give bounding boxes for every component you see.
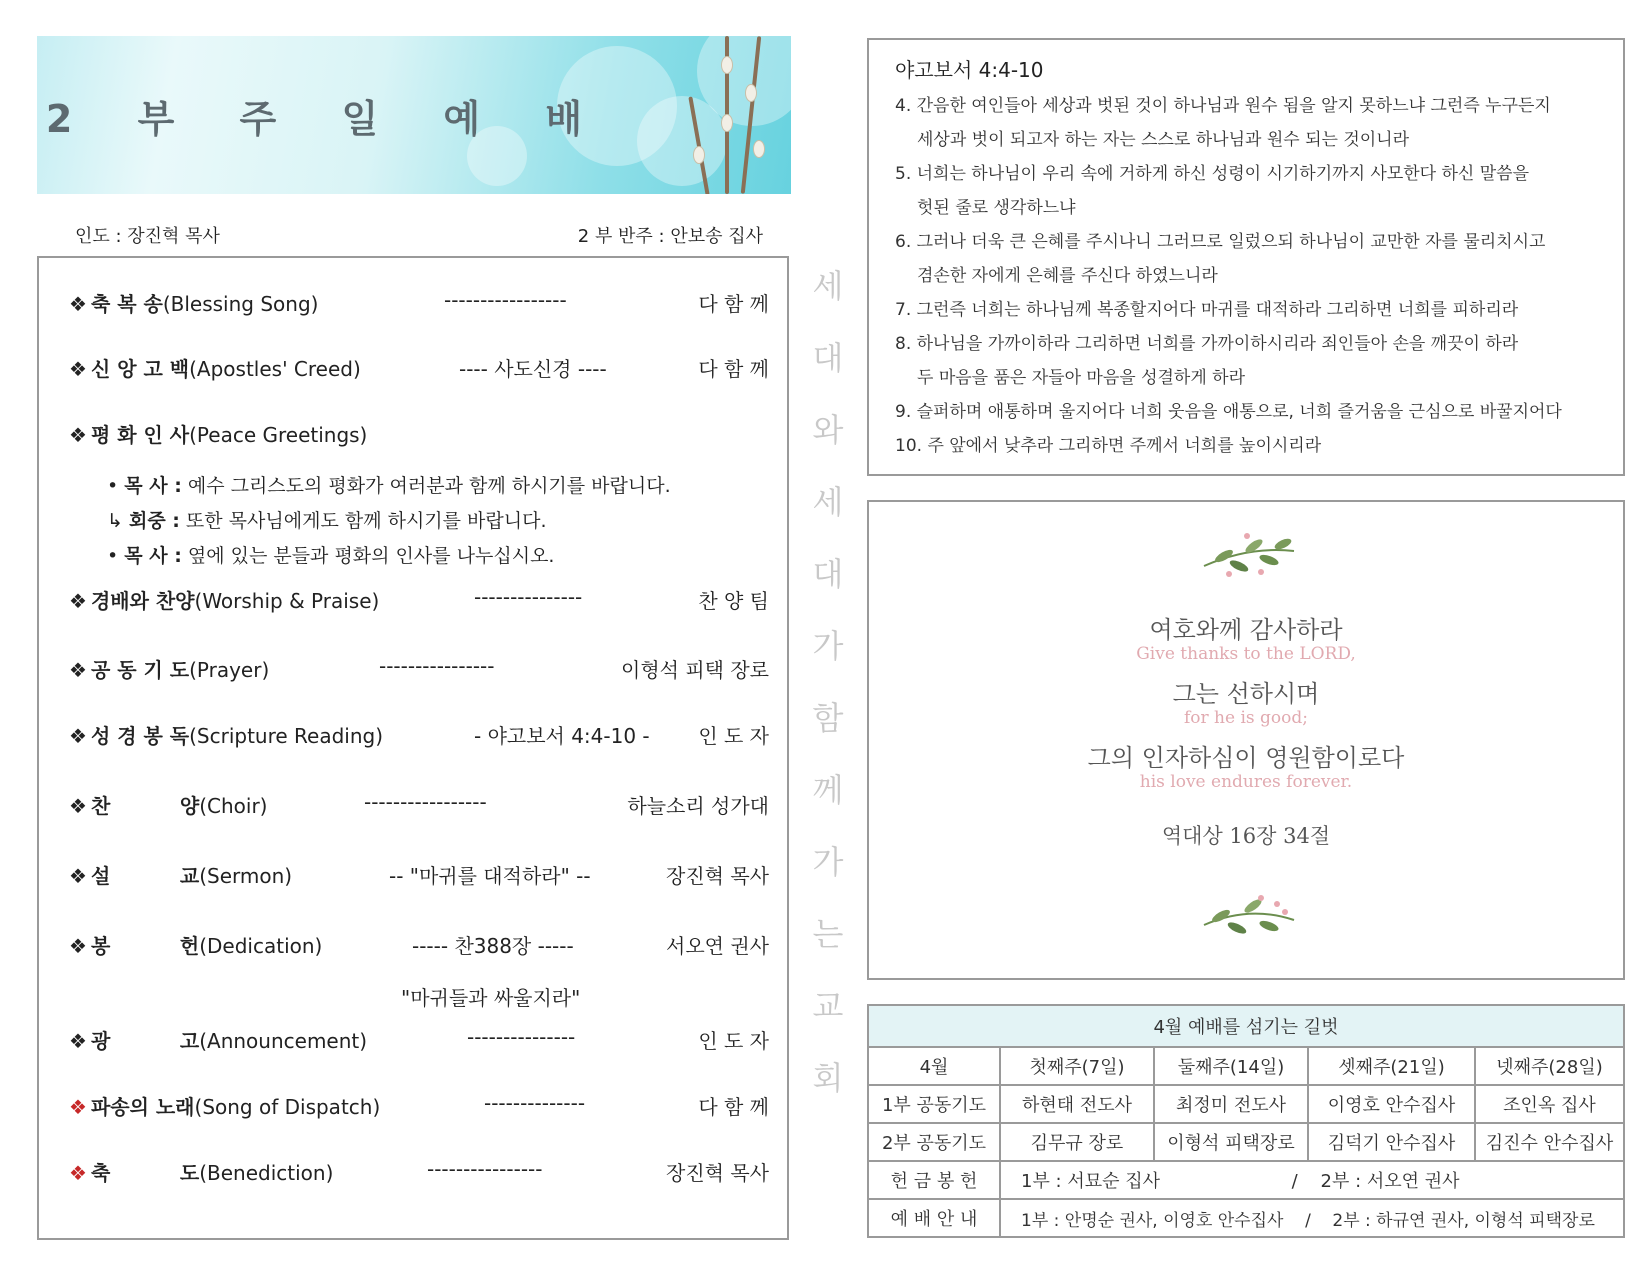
service-title: 2 부 주 일 예 배 — [45, 97, 609, 141]
verse: 4. 간음한 여인들아 세상과 벗된 것이 하나님과 원수 됨을 알지 못하느냐 그런즉 누구든지 세상과 벗이 되고자 하는 자는 스스로 하나님과 원수 되는 것이니라 — [895, 96, 1551, 150]
offering-label: 헌 금 봉 헌 — [868, 1161, 1000, 1199]
verse: 7. 그런즉 너희는 하나님께 복종할지어다 마귀를 대적하라 그리하면 너희를 피하리라 — [895, 300, 1519, 320]
verse-line-en: his love endures forever. — [1139, 772, 1353, 792]
guide-label: 예 배 안 내 — [868, 1199, 1000, 1237]
diamond-icon: ❖ — [69, 423, 87, 447]
diamond-icon: ❖ — [69, 864, 87, 888]
verse-line: 그의 인자하심이 영원함이로다 — [1087, 744, 1405, 772]
verse-line: 그는 선하시며 — [1172, 680, 1320, 708]
scripture-box — [867, 38, 1625, 476]
order-item: ❖ 평 화 인 사(Peace Greetings) — [69, 423, 368, 447]
greeting-line: ↳ 회중 : 또한 목사님에게도 함께 하시기를 바랍니다. — [107, 510, 547, 532]
verse-line-en: for he is good; — [1184, 708, 1308, 728]
table-row — [868, 1161, 1624, 1199]
service-schedule-table — [867, 1004, 1625, 1238]
diamond-icon: ❖ — [69, 292, 87, 316]
verse-line: 여호와께 감사하라 — [1149, 616, 1343, 644]
diamond-icon: ❖ — [69, 589, 87, 613]
verse: 10. 주 앞에서 낮추라 그리하면 주께서 너희를 높이시리라 — [895, 436, 1322, 456]
verse-reference: 역대상 16장 34절 — [1161, 824, 1331, 848]
verse-line-en: Give thanks to the LORD, — [1136, 644, 1356, 664]
dedication-hymn-title: "마귀들과 싸울지라" — [401, 986, 581, 1010]
diamond-icon: ❖ — [69, 1161, 87, 1185]
order-item: ❖ 경배와 찬양(Worship & Praise) --------------- 찬 양 팀 — [69, 585, 769, 613]
accompanist-name: 2 부 반주 : 안보송 집사 — [577, 226, 763, 247]
order-item: ❖ 봉 헌(Dedication) ----- 찬388장 ----- 서오연 권사 — [69, 934, 769, 958]
offering-text: 1부 : 서묘순 집사 / 2부 : 서오연 권사 — [1000, 1161, 1624, 1199]
order-item: ❖ 광 고(Announcement) --------------- 인 도 자 — [69, 1025, 769, 1053]
order-item: ❖ 신 앙 고 백(Apostles' Creed) ---- 사도신경 ---- 다 함 께 — [69, 357, 769, 381]
diamond-icon: ❖ — [69, 724, 87, 748]
leaf-sprig-icon — [1199, 890, 1299, 950]
title-banner — [37, 36, 791, 194]
order-item: ❖ 설 교(Sermon) -- "마귀를 대적하라" -- 장진혁 목사 — [69, 864, 769, 888]
table-row: 1부 공동기도 하현태 전도사 최정미 전도사 이영호 안수집사 조인옥 집사 — [868, 1085, 1624, 1123]
order-of-service — [37, 256, 789, 1240]
order-item: ❖ 공 동 기 도(Prayer) ---------------- 이형석 피택 장로 — [69, 654, 769, 682]
order-item: ❖ 축 복 송(Blessing Song) ----------------- 다 함 께 — [69, 288, 769, 316]
verse: 6. 그러나 더욱 큰 은혜를 주시나니 그러므로 일렀으되 하나님이 교만한 자를 물리치시고 겸손한 자에게 은혜를 주신다 하였느니라 — [895, 232, 1546, 286]
diamond-icon: ❖ — [69, 794, 87, 818]
leaf-sprig-icon — [1199, 526, 1299, 586]
verse: 5. 너희는 하나님이 우리 속에 거하게 하신 성령이 시기하기까지 사모한다 하신 말씀을 헛된 줄로 생각하느냐 — [895, 164, 1530, 218]
greeting-line: • 목 사 : 옆에 있는 분들과 평화의 인사를 나누십시오. — [107, 545, 555, 567]
scripture-reference: 야고보서 4:4-10 — [895, 58, 1044, 82]
diamond-icon: ❖ — [69, 934, 87, 958]
table-header-row: 4월 첫째주(7일) 둘째주(14일) 셋째주(21일) 넷째주(28일) — [868, 1047, 1624, 1085]
leader-row — [75, 222, 763, 246]
verse: 9. 슬퍼하며 애통하며 울지어다 너희 웃음을 애통으로, 너희 즐거움을 근심으로 바꿀지어다 — [895, 402, 1562, 422]
memory-verse-box — [867, 500, 1625, 980]
order-item: ❖ 성 경 봉 독(Scripture Reading) - 야고보서 4:4-10 - 인 도 자 — [69, 724, 769, 748]
vertical-motto: 세 대 와 세 대 가 함 께 가 는 교 회 — [812, 267, 844, 1097]
order-item: ❖ 찬 양(Choir) ----------------- 하늘소리 성가대 — [69, 790, 769, 818]
leader-name: 인도 : 장진혁 목사 — [75, 226, 220, 247]
table-row: 2부 공동기도 김무규 장로 이형석 피택장로 김덕기 안수집사 김진수 안수집사 — [868, 1123, 1624, 1161]
verse: 8. 하나님을 가까이하라 그리하면 너희를 가까이하시리라 죄인들아 손을 깨끗이 하라 두 마음을 품은 자들아 마음을 성결하게 하라 — [895, 334, 1519, 388]
order-item: ❖ 파송의 노래(Song of Dispatch) -------------- 다 함 께 — [69, 1091, 769, 1119]
table-row — [868, 1199, 1624, 1237]
order-item: ❖ 축 도(Benediction) ---------------- 장진혁 목사 — [69, 1157, 769, 1185]
diamond-icon: ❖ — [69, 658, 87, 682]
diamond-icon: ❖ — [69, 1029, 87, 1053]
diamond-icon: ❖ — [69, 357, 87, 381]
table-caption: 4월 예배를 섬기는 길벗 — [868, 1005, 1624, 1047]
diamond-icon: ❖ — [69, 1095, 87, 1119]
guide-text: 1부 : 안명순 권사, 이영호 안수집사 / 2부 : 하규연 권사, 이형석 피택장로 — [1000, 1199, 1624, 1237]
greeting-line: • 목 사 : 예수 그리스도의 평화가 여러분과 함께 하시기를 바랍니다. — [107, 475, 671, 497]
